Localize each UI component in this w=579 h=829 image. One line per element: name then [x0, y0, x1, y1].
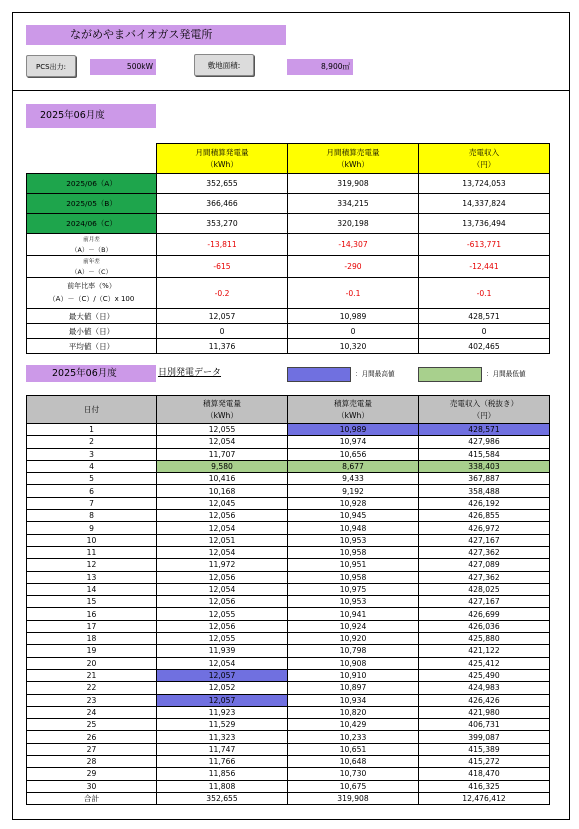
cell-revenue: 399,087 — [419, 731, 550, 743]
cell-generation: 12,052 — [157, 682, 288, 694]
row-label: 最大値（日） — [27, 309, 157, 324]
cell-generation: 12,054 — [157, 657, 288, 669]
monthly-summary-table — [26, 143, 550, 354]
cell-generation: 12,056 — [157, 596, 288, 608]
cell-sold: 10,648 — [288, 756, 419, 768]
cell-revenue: 0 — [419, 324, 550, 339]
daily-row — [27, 620, 550, 632]
cell-generation: 12,045 — [157, 497, 288, 509]
row-label: 2025/05（B） — [27, 194, 157, 214]
row-label — [27, 278, 157, 309]
cell-revenue: 426,192 — [419, 497, 550, 509]
cell-day: 13 — [27, 571, 157, 583]
cell-sold: 10,948 — [288, 522, 419, 534]
row-label: 最小値（日） — [27, 324, 157, 339]
section-divider — [12, 90, 570, 91]
cell-revenue: -613,771 — [419, 234, 550, 256]
cell-sold: 10,675 — [288, 780, 419, 792]
daily-row — [27, 645, 550, 657]
cell-sold: 10,945 — [288, 510, 419, 522]
cell-sold: 319,908 — [288, 174, 419, 194]
site-area-value: 8,900㎡ — [287, 59, 353, 75]
daily-row — [27, 583, 550, 595]
daily-row — [27, 448, 550, 460]
legend-lowest-label: ：月間最低値 — [486, 370, 526, 378]
cell-revenue: 427,167 — [419, 596, 550, 608]
cell-sold: -14,307 — [288, 234, 419, 256]
cell-generation: 366,466 — [157, 194, 288, 214]
cell-day: 11 — [27, 546, 157, 558]
row-label — [27, 256, 157, 278]
cell-generation: 12,057 — [157, 669, 288, 681]
cell-revenue: 14,337,824 — [419, 194, 550, 214]
cell-day: 30 — [27, 780, 157, 792]
cell-revenue: 427,362 — [419, 546, 550, 558]
cell-revenue: 402,465 — [419, 339, 550, 354]
label-line2: （A）－（B） — [71, 246, 112, 254]
summary-row-prev-month — [27, 194, 550, 214]
cell-generation: 10,416 — [157, 473, 288, 485]
cell-day: 23 — [27, 694, 157, 706]
cell-sold: 10,897 — [288, 682, 419, 694]
cell-generation: 12,054 — [157, 583, 288, 595]
col-unit: （円） — [472, 159, 496, 169]
cell-generation: 12,056 — [157, 510, 288, 522]
cell-day: 7 — [27, 497, 157, 509]
col-unit: （kWh） — [337, 410, 369, 420]
daily-row — [27, 756, 550, 768]
label-line2: （A）－（C）/（C）x 100 — [48, 295, 135, 303]
total-label: 合計 — [27, 792, 157, 804]
cell-day: 18 — [27, 633, 157, 645]
cell-generation: 353,270 — [157, 214, 288, 234]
cell-day: 14 — [27, 583, 157, 595]
daily-title: 2025年06月度 — [26, 365, 156, 382]
daily-row — [27, 534, 550, 546]
cell-generation: 12,051 — [157, 534, 288, 546]
cell-day: 6 — [27, 485, 157, 497]
cell-day: 29 — [27, 768, 157, 780]
site-area-label: 敷地面積: — [194, 54, 254, 76]
summary-row-avg — [27, 339, 550, 354]
pcs-output-value: 500kW — [90, 59, 156, 75]
daily-row — [27, 497, 550, 509]
cell-generation: 12,056 — [157, 571, 288, 583]
daily-row — [27, 571, 550, 583]
cell-generation: 12,054 — [157, 436, 288, 448]
cell-generation: 11,707 — [157, 448, 288, 460]
cell-sold: 10,820 — [288, 706, 419, 718]
legend-highest-label: ：月間最高値 — [355, 370, 395, 378]
daily-row — [27, 546, 550, 558]
cell-generation: 12,055 — [157, 608, 288, 620]
cell-generation: 12,055 — [157, 424, 288, 436]
cell-revenue: 428,571 — [419, 424, 550, 436]
cell-revenue: 428,025 — [419, 583, 550, 595]
cell-generation: 11,923 — [157, 706, 288, 718]
cell-sold: 10,651 — [288, 743, 419, 755]
cell-sold: 10,941 — [288, 608, 419, 620]
cell-sold: 10,910 — [288, 669, 419, 681]
cell-day: 21 — [27, 669, 157, 681]
label-line1: 前年比率（%） — [67, 282, 116, 290]
daily-row — [27, 682, 550, 694]
cell-day: 1 — [27, 424, 157, 436]
cell-generation: -0.2 — [157, 278, 288, 309]
label-line1: 前年差 — [83, 259, 100, 265]
row-label: 平均値（日） — [27, 339, 157, 354]
cell-sold: 9,433 — [288, 473, 419, 485]
summary-row-min — [27, 324, 550, 339]
cell-generation: 12,057 — [157, 309, 288, 324]
cell-revenue: 13,724,053 — [419, 174, 550, 194]
daily-row — [27, 768, 550, 780]
cell-generation: 12,056 — [157, 620, 288, 632]
daily-col-date: 日付 — [27, 396, 157, 424]
cell-day: 19 — [27, 645, 157, 657]
cell-sold: 8,677 — [288, 460, 419, 472]
cell-sold: 10,320 — [288, 339, 419, 354]
legend-highest-swatch — [287, 367, 351, 382]
daily-table-body — [27, 424, 550, 793]
cell-sold: 334,215 — [288, 194, 419, 214]
label-line2: （A）－（C） — [71, 268, 112, 276]
cell-sold: 9,192 — [288, 485, 419, 497]
row-label: 2024/06（C） — [27, 214, 157, 234]
daily-row — [27, 596, 550, 608]
row-label — [27, 234, 157, 256]
cell-day: 26 — [27, 731, 157, 743]
cell-revenue: 367,887 — [419, 473, 550, 485]
summary-row-ratio — [27, 278, 550, 309]
cell-revenue: 427,986 — [419, 436, 550, 448]
daily-row — [27, 424, 550, 436]
daily-header-row — [27, 396, 550, 424]
col-title: 売電収入（税抜き） — [449, 398, 519, 408]
daily-row — [27, 485, 550, 497]
cell-sold: 10,934 — [288, 694, 419, 706]
cell-sold: 320,198 — [288, 214, 419, 234]
cell-generation: 12,054 — [157, 522, 288, 534]
cell-sold: 10,974 — [288, 436, 419, 448]
summary-row-prev-year — [27, 214, 550, 234]
cell-day: 15 — [27, 596, 157, 608]
cell-day: 10 — [27, 534, 157, 546]
cell-sold: 10,920 — [288, 633, 419, 645]
cell-day: 28 — [27, 756, 157, 768]
cell-day: 16 — [27, 608, 157, 620]
daily-row — [27, 608, 550, 620]
cell-revenue: 415,389 — [419, 743, 550, 755]
cell-generation: 11,972 — [157, 559, 288, 571]
cell-day: 25 — [27, 719, 157, 731]
cell-revenue: 426,036 — [419, 620, 550, 632]
summary-col-revenue — [419, 144, 550, 174]
cell-day: 12 — [27, 559, 157, 571]
cell-sold: 10,953 — [288, 596, 419, 608]
cell-day: 2 — [27, 436, 157, 448]
cell-revenue: 418,470 — [419, 768, 550, 780]
col-unit: （kWh） — [337, 159, 369, 169]
cell-revenue: -0.1 — [419, 278, 550, 309]
cell-revenue: 421,122 — [419, 645, 550, 657]
label-line1: 前月差 — [83, 237, 100, 243]
cell-day: 20 — [27, 657, 157, 669]
cell-revenue: 426,972 — [419, 522, 550, 534]
daily-row — [27, 460, 550, 472]
daily-row — [27, 780, 550, 792]
cell-revenue: 13,736,494 — [419, 214, 550, 234]
pcs-output-label: PCS出力: — [26, 55, 76, 77]
cell-sold: -290 — [288, 256, 419, 278]
cell-revenue: 416,325 — [419, 780, 550, 792]
cell-generation: 11,747 — [157, 743, 288, 755]
cell-sold: 10,989 — [288, 309, 419, 324]
total-generation: 352,655 — [157, 792, 288, 804]
cell-generation: -615 — [157, 256, 288, 278]
daily-row — [27, 559, 550, 571]
daily-row — [27, 719, 550, 731]
daily-col-sold — [288, 396, 419, 424]
daily-section-label: 日別発電データ — [158, 368, 222, 378]
daily-total-row — [27, 792, 550, 804]
summary-row-current — [27, 174, 550, 194]
summary-corner — [27, 144, 157, 174]
cell-sold: 10,975 — [288, 583, 419, 595]
daily-row — [27, 731, 550, 743]
cell-generation: 9,580 — [157, 460, 288, 472]
cell-sold: -0.1 — [288, 278, 419, 309]
cell-day: 4 — [27, 460, 157, 472]
cell-sold: 10,958 — [288, 546, 419, 558]
cell-revenue: 427,362 — [419, 571, 550, 583]
daily-row — [27, 657, 550, 669]
cell-revenue: 358,488 — [419, 485, 550, 497]
cell-generation: 11,529 — [157, 719, 288, 731]
legend-lowest-swatch — [418, 367, 482, 382]
summary-row-max — [27, 309, 550, 324]
cell-day: 9 — [27, 522, 157, 534]
daily-row — [27, 510, 550, 522]
cell-day: 22 — [27, 682, 157, 694]
cell-generation: -13,811 — [157, 234, 288, 256]
cell-generation: 12,054 — [157, 546, 288, 558]
daily-row — [27, 694, 550, 706]
cell-day: 17 — [27, 620, 157, 632]
cell-revenue: 426,855 — [419, 510, 550, 522]
col-unit: （kWh） — [206, 159, 238, 169]
cell-revenue: 426,426 — [419, 694, 550, 706]
daily-row — [27, 473, 550, 485]
cell-generation: 11,939 — [157, 645, 288, 657]
cell-sold: 10,798 — [288, 645, 419, 657]
daily-row — [27, 706, 550, 718]
cell-revenue: 426,699 — [419, 608, 550, 620]
cell-revenue: 425,490 — [419, 669, 550, 681]
summary-header-row — [27, 144, 550, 174]
row-label: 2025/06（A） — [27, 174, 157, 194]
cell-generation: 12,055 — [157, 633, 288, 645]
cell-revenue: 428,571 — [419, 309, 550, 324]
cell-sold: 10,429 — [288, 719, 419, 731]
cell-revenue: 421,980 — [419, 706, 550, 718]
col-unit: （kWh） — [206, 410, 238, 420]
cell-sold: 10,233 — [288, 731, 419, 743]
cell-sold: 10,908 — [288, 657, 419, 669]
cell-day: 5 — [27, 473, 157, 485]
cell-revenue: -12,441 — [419, 256, 550, 278]
cell-revenue: 425,880 — [419, 633, 550, 645]
daily-row — [27, 743, 550, 755]
cell-revenue: 415,272 — [419, 756, 550, 768]
col-title: 月間積算売電量 — [326, 147, 380, 157]
total-revenue: 12,476,412 — [419, 792, 550, 804]
cell-generation: 11,376 — [157, 339, 288, 354]
summary-row-diff-month — [27, 234, 550, 256]
cell-generation: 352,655 — [157, 174, 288, 194]
cell-generation: 11,856 — [157, 768, 288, 780]
cell-sold: 10,656 — [288, 448, 419, 460]
summary-row-diff-year — [27, 256, 550, 278]
monthly-title: 2025年06月度 — [26, 104, 156, 128]
cell-revenue: 415,584 — [419, 448, 550, 460]
col-title: 売電収入 — [468, 147, 500, 157]
cell-generation: 12,057 — [157, 694, 288, 706]
daily-data-table — [26, 395, 550, 805]
summary-col-generation — [157, 144, 288, 174]
cell-sold: 10,989 — [288, 424, 419, 436]
cell-revenue: 338,403 — [419, 460, 550, 472]
cell-generation: 11,808 — [157, 780, 288, 792]
col-title: 積算売電量 — [334, 398, 372, 408]
cell-sold: 10,951 — [288, 559, 419, 571]
daily-col-generation — [157, 396, 288, 424]
cell-revenue: 425,412 — [419, 657, 550, 669]
plant-name: ながめやまバイオガス発電所 — [26, 25, 286, 45]
daily-col-revenue — [419, 396, 550, 424]
cell-revenue: 427,089 — [419, 559, 550, 571]
cell-day: 8 — [27, 510, 157, 522]
daily-row — [27, 633, 550, 645]
col-title: 積算発電量 — [203, 398, 241, 408]
cell-generation: 0 — [157, 324, 288, 339]
cell-revenue: 424,983 — [419, 682, 550, 694]
cell-sold: 10,924 — [288, 620, 419, 632]
col-title: 月間積算発電量 — [195, 147, 249, 157]
cell-sold: 10,730 — [288, 768, 419, 780]
cell-revenue: 406,731 — [419, 719, 550, 731]
cell-generation: 11,323 — [157, 731, 288, 743]
daily-row — [27, 669, 550, 681]
cell-sold: 10,953 — [288, 534, 419, 546]
summary-col-sold — [288, 144, 419, 174]
cell-sold: 10,928 — [288, 497, 419, 509]
cell-sold: 0 — [288, 324, 419, 339]
cell-sold: 10,958 — [288, 571, 419, 583]
cell-revenue: 427,167 — [419, 534, 550, 546]
cell-day: 24 — [27, 706, 157, 718]
col-unit: （円） — [472, 410, 496, 420]
cell-generation: 11,766 — [157, 756, 288, 768]
cell-day: 27 — [27, 743, 157, 755]
cell-day: 3 — [27, 448, 157, 460]
daily-row — [27, 522, 550, 534]
total-sold: 319,908 — [288, 792, 419, 804]
daily-row — [27, 436, 550, 448]
cell-generation: 10,168 — [157, 485, 288, 497]
